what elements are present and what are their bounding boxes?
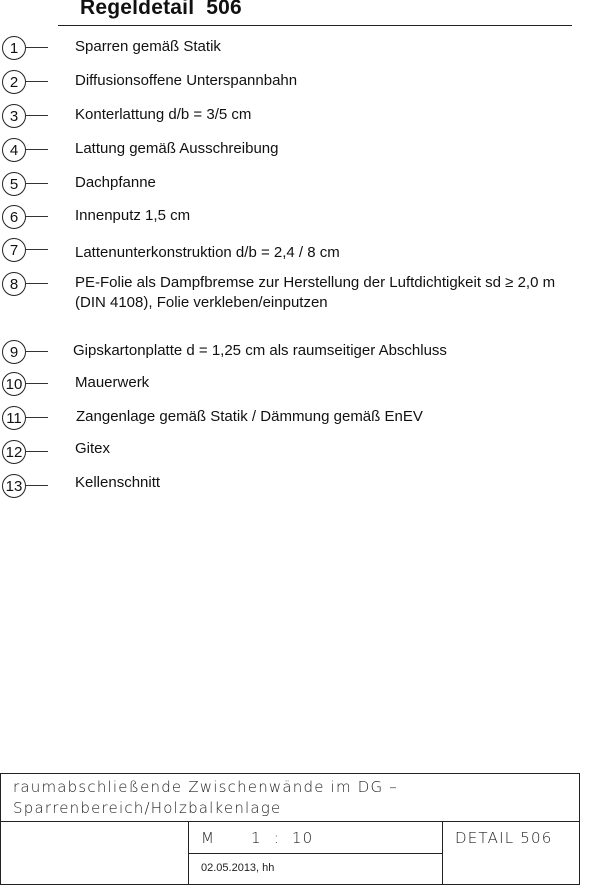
legend-item-7 <box>0 238 600 268</box>
legend-label: Dachpfanne <box>75 174 156 191</box>
leader-line <box>26 216 48 217</box>
scale-value: 1 : 10 <box>251 829 314 847</box>
legend-item-9 <box>0 340 600 370</box>
leader-line <box>26 47 48 48</box>
legend-number-circle: 9 <box>2 340 26 364</box>
legend-item-13 <box>0 474 600 504</box>
legend-label: Mauerwerk <box>75 374 150 391</box>
title-block-divider <box>1 821 579 822</box>
leader-line <box>26 417 48 418</box>
legend-label: Lattenunterkonstruktion d/b = 2,4 / 8 cm <box>75 244 340 261</box>
description-line-2: Sparrenbereich/Holzbalkenlage <box>13 799 282 817</box>
legend-number-circle: 2 <box>2 70 26 94</box>
legend-label: Kellenschnitt <box>75 474 161 491</box>
legend-number-circle: 6 <box>2 205 26 229</box>
legend-number-circle: 3 <box>2 104 26 128</box>
legend-label: Lattung gemäß Ausschreibung <box>75 140 279 157</box>
legend-label: Konterlattung d/b = 3/5 cm <box>75 106 252 123</box>
legend-item-4 <box>0 138 600 168</box>
leader-line <box>26 383 48 384</box>
legend-label: Sparren gemäß Statik <box>75 38 221 55</box>
leader-line <box>26 249 48 250</box>
detail-number: DETAIL 506 <box>455 829 553 847</box>
legend-item-2 <box>0 70 600 100</box>
legend-label: Gitex <box>75 440 111 457</box>
legend-item-3 <box>0 104 600 134</box>
legend-item-10 <box>0 372 600 402</box>
leader-line <box>26 115 48 116</box>
legend-number-circle: 1 <box>2 36 26 60</box>
description-line-1: raumabschließende Zwischenwände im DG – <box>13 778 399 796</box>
leader-line <box>26 485 48 486</box>
leader-line <box>26 149 48 150</box>
legend-number-circle: 8 <box>2 272 26 296</box>
leader-line <box>26 451 48 452</box>
legend-label: Gipskartonplatte d = 1,25 cm als raumseitiger Abschluss <box>73 342 447 359</box>
date-author: 02.05.2013, hh <box>201 862 275 874</box>
legend-item-6 <box>0 205 600 235</box>
legend-item-11 <box>0 406 600 436</box>
legend-number-circle: 7 <box>2 238 26 262</box>
leader-line <box>26 183 48 184</box>
title-underline <box>58 25 572 26</box>
legend-label: Diffusionsoffene Unterspannbahn <box>75 72 298 89</box>
legend-label: Zangenlage gemäß Statik / Dämmung gemäß EnEV <box>76 408 423 425</box>
legend-number-circle: 12 <box>2 440 26 464</box>
leader-line <box>26 81 48 82</box>
title-block-divider <box>442 821 443 884</box>
leader-line <box>26 283 48 284</box>
legend-number-circle: 5 <box>2 172 26 196</box>
legend-item-1 <box>0 36 600 66</box>
legend-label-continuation: (DIN 4108), Folie verkleben/einputzen <box>75 294 328 311</box>
legend-item-12 <box>0 440 600 470</box>
page-title: Regeldetail 506 <box>80 0 242 19</box>
leader-line <box>26 351 48 352</box>
legend-label: Innenputz 1,5 cm <box>75 207 191 224</box>
title-block <box>0 773 580 885</box>
legend-label: PE-Folie als Dampfbremse zur Herstellung der Luftdichtigkeit sd ≥ 2,0 m <box>75 274 556 291</box>
legend-number-circle: 13 <box>2 474 26 498</box>
legend-number-circle: 4 <box>2 138 26 162</box>
scale-label: M <box>201 829 216 847</box>
legend-number-circle: 11 <box>2 406 26 430</box>
legend-number-circle: 10 <box>2 372 26 396</box>
legend-item-8 <box>0 272 600 322</box>
legend-item-5 <box>0 172 600 202</box>
title-block-divider <box>188 853 442 854</box>
